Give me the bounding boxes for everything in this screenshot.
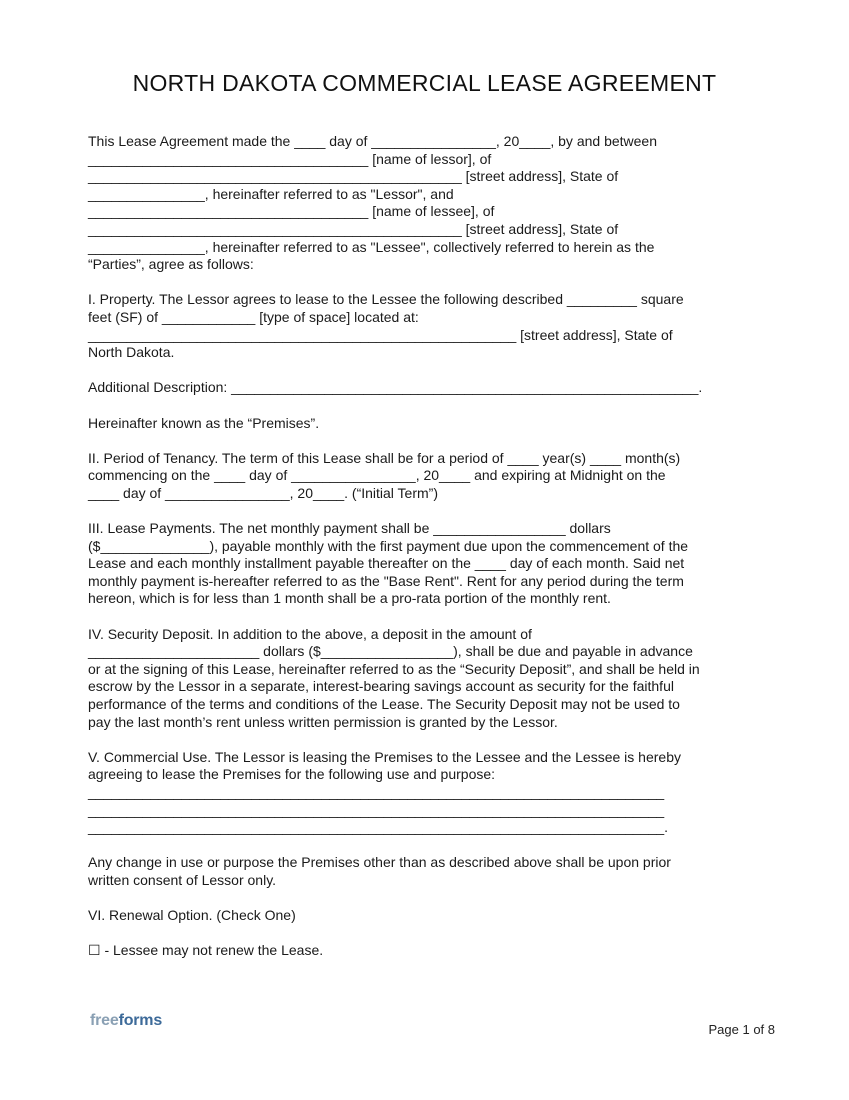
text-line: ________________________________________________ [street address], State of xyxy=(88,220,619,237)
blank-line: __________________________________________________________________________. xyxy=(88,819,669,836)
text-line: pay the last month’s rent unless written permission is granted by the Lessor. xyxy=(88,713,558,730)
text-line: feet (SF) of ____________ [type of space] located at: xyxy=(88,308,419,325)
blank-line: __________________________________________________________________________ xyxy=(88,801,665,818)
text-line: performance of the terms and conditions of the Lease. The Security Deposit may not be used to xyxy=(88,696,680,712)
page-number: Page 1 of 8 xyxy=(708,1022,775,1037)
additional-description-line: Additional Description: ____________________________________________________________. xyxy=(88,379,703,396)
text-line: _______________, hereinafter referred to as "Lessor", and xyxy=(88,185,454,202)
text-line: ($______________), payable monthly with the first payment due upon the commencement of the xyxy=(88,537,689,554)
text-line: or at the signing of this Lease, hereinafter referred to as the “Security Deposit”, and shall be held in xyxy=(88,660,700,677)
change-in-use-section xyxy=(88,854,763,889)
text-line: ____________________________________ [name of lessor], of xyxy=(88,150,492,167)
text-line: Lease and each monthly installment payable thereafter on the ____ day of each month. Said net xyxy=(88,555,685,572)
text-line: North Dakota. xyxy=(88,344,175,361)
freeforms-logo: freeforms xyxy=(90,1012,163,1029)
renewal-option-label: - Lessee may not renew the Lease. xyxy=(100,942,324,959)
text-line: ____________________________________ [name of lessee], of xyxy=(88,203,495,220)
text-line: ______________________ dollars ($_________________), shall be due and payable in advance xyxy=(88,643,693,660)
renewal-heading: VI. Renewal Option. (Check One) xyxy=(88,907,296,924)
text-line: II. Period of Tenancy. The term of this Lease shall be for a period of ____ year(s) ____ month(s) xyxy=(88,449,681,466)
checkbox-icon[interactable]: ☐ xyxy=(88,942,101,959)
text-line: written consent of Lessor only. xyxy=(88,871,277,888)
text-line: Any change in use or purpose the Premises other than as described above shall be upon prior xyxy=(88,854,671,871)
tenancy-section xyxy=(88,450,763,503)
text-line: I. Property. The Lessor agrees to lease to the Lessee the following described _________ square xyxy=(88,291,684,308)
property-section xyxy=(88,291,763,361)
text-line: agreeing to lease the Premises for the following use and purpose: xyxy=(88,766,496,783)
commercial-use-section xyxy=(88,749,763,837)
text-line: monthly payment is-hereafter referred to as the "Base Rent". Rent for any period during the term xyxy=(88,572,684,589)
document-body xyxy=(88,133,763,960)
text-line: ____ day of ________________, 20____. (“Initial Term”) xyxy=(88,484,438,501)
text-line: IV. Security Deposit. In addition to the above, a deposit in the amount of xyxy=(88,625,532,642)
text-line: This Lease Agreement made the ____ day of ________________, 20____, by and between xyxy=(88,133,658,149)
lease-payments-section xyxy=(88,520,763,608)
text-line: hereon, which is for less than 1 month shall be a pro-rata portion of the monthly rent. xyxy=(88,590,611,607)
renewal-option-no-renew[interactable] xyxy=(88,942,763,960)
text-line: escrow by the Lessor in a separate, interest-bearing savings account as security for the faithful xyxy=(88,678,674,695)
intro-section xyxy=(88,133,763,274)
text-line: _______________________________________________________ [street address], State of xyxy=(88,326,673,343)
text-line: III. Lease Payments. The net monthly payment shall be _________________ dollars xyxy=(88,520,611,537)
security-deposit-section xyxy=(88,626,763,732)
text-line: “Parties”, agree as follows: xyxy=(88,256,254,273)
text-line: commencing on the ____ day of ________________, 20____ and expiring at Midnight on the xyxy=(88,467,666,484)
text-line: V. Commercial Use. The Lessor is leasing the Premises to the Lessee and the Lessee is hereby xyxy=(88,748,681,765)
premises-line: Hereinafter known as the “Premises”. xyxy=(88,414,320,431)
text-line: _______________, hereinafter referred to as "Lessee", collectively referred to herein as the xyxy=(88,238,655,255)
text-line: ________________________________________________ [street address], State of xyxy=(88,168,619,185)
blank-line: __________________________________________________________________________ xyxy=(88,783,665,800)
document-title: NORTH DAKOTA COMMERCIAL LEASE AGREEMENT xyxy=(132,70,717,96)
